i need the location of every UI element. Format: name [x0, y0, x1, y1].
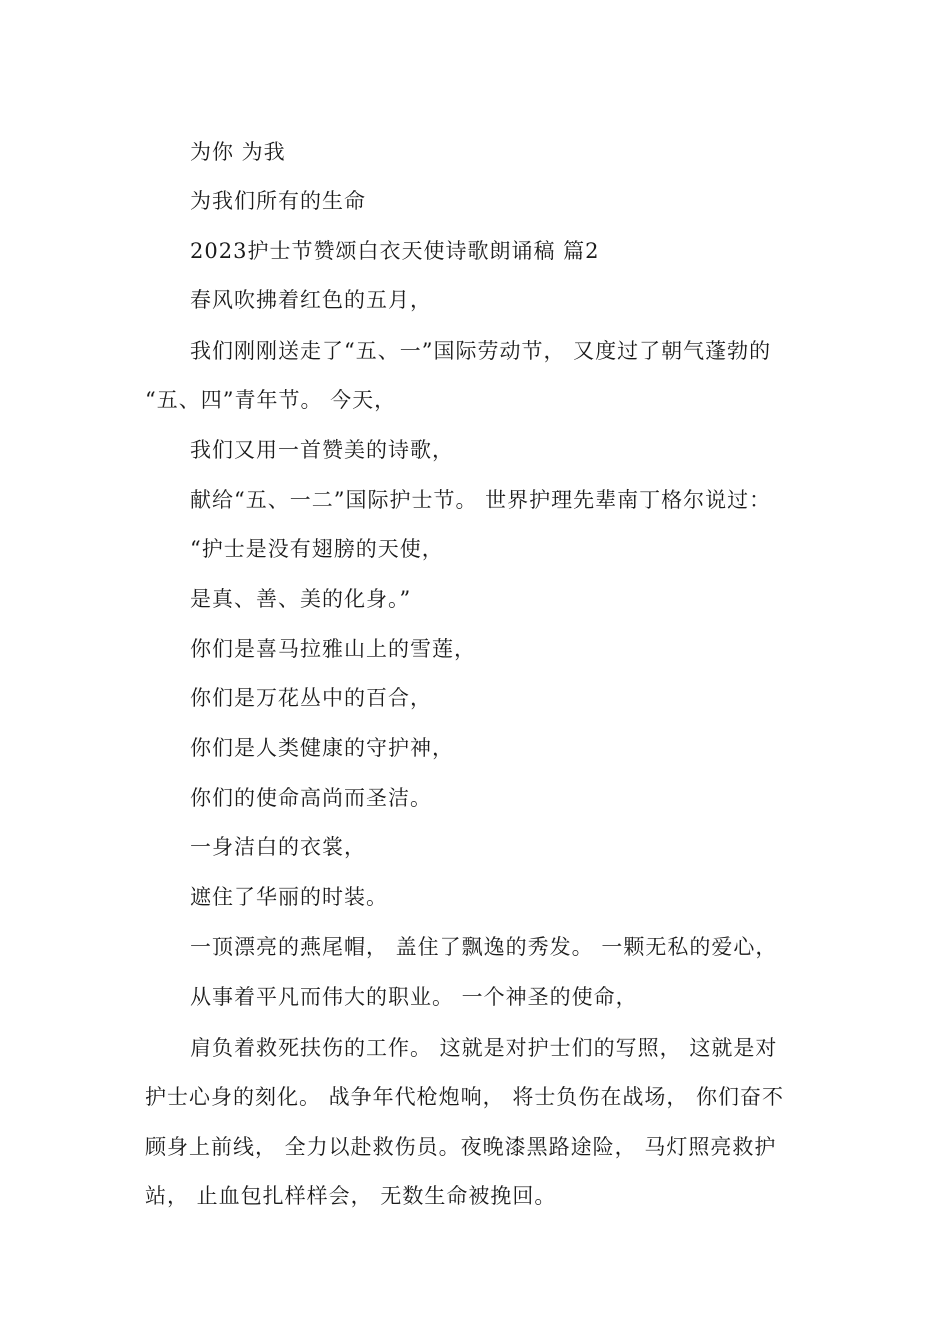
- poem-line: 你们是喜马拉雅山上的雪莲，: [190, 637, 476, 661]
- poem-line: 站， 止血包扎样样会， 无数生命被挽回。: [145, 1184, 557, 1208]
- poem-line: 为你 为我: [190, 140, 286, 164]
- poem-line: 献给“五、一二”国际护士节。 世界护理先辈南丁格尔说过：: [190, 488, 772, 512]
- poem-line: 是真、善、美的化身。”: [190, 587, 412, 611]
- poem-line: 你们是万花丛中的百合，: [190, 686, 432, 710]
- poem-line: “五、四”青年节。 今天，: [145, 388, 397, 412]
- poem-line: “护士是没有翅膀的天使，: [190, 537, 444, 561]
- poem-line: 顾身上前线， 全力以赴救伤员。夜晚漆黑路途险， 马灯照亮救护: [145, 1135, 777, 1159]
- section-heading: 2023护士节赞颂白衣天使诗歌朗诵稿 篇2: [190, 239, 600, 263]
- poem-line: 一顶漂亮的燕尾帽， 盖住了飘逸的秀发。 一颗无私的爱心，: [190, 935, 778, 959]
- poem-line: 护士心身的刻化。 战争年代枪炮响， 将士负伤在战场， 你们奋不: [145, 1085, 785, 1109]
- poem-line: 我们刚刚送走了“五、一”国际劳动节， 又度过了朝气蓬勃的: [190, 339, 772, 363]
- poem-line: 我们又用一首赞美的诗歌，: [190, 438, 454, 462]
- poem-line: 遮住了华丽的时装。: [190, 885, 388, 909]
- poem-line: 你们的使命高尚而圣洁。: [190, 786, 432, 810]
- poem-line: 一身洁白的衣裳，: [190, 835, 366, 859]
- poem-line: 春风吹拂着红色的五月，: [190, 288, 432, 312]
- poem-line: 肩负着救死扶伤的工作。 这就是对护士们的写照， 这就是对: [190, 1036, 778, 1060]
- poem-line: 从事着平凡而伟大的职业。 一个神圣的使命，: [190, 985, 638, 1009]
- poem-line: 为我们所有的生命: [190, 189, 366, 213]
- poem-line: 你们是人类健康的守护神，: [190, 736, 454, 760]
